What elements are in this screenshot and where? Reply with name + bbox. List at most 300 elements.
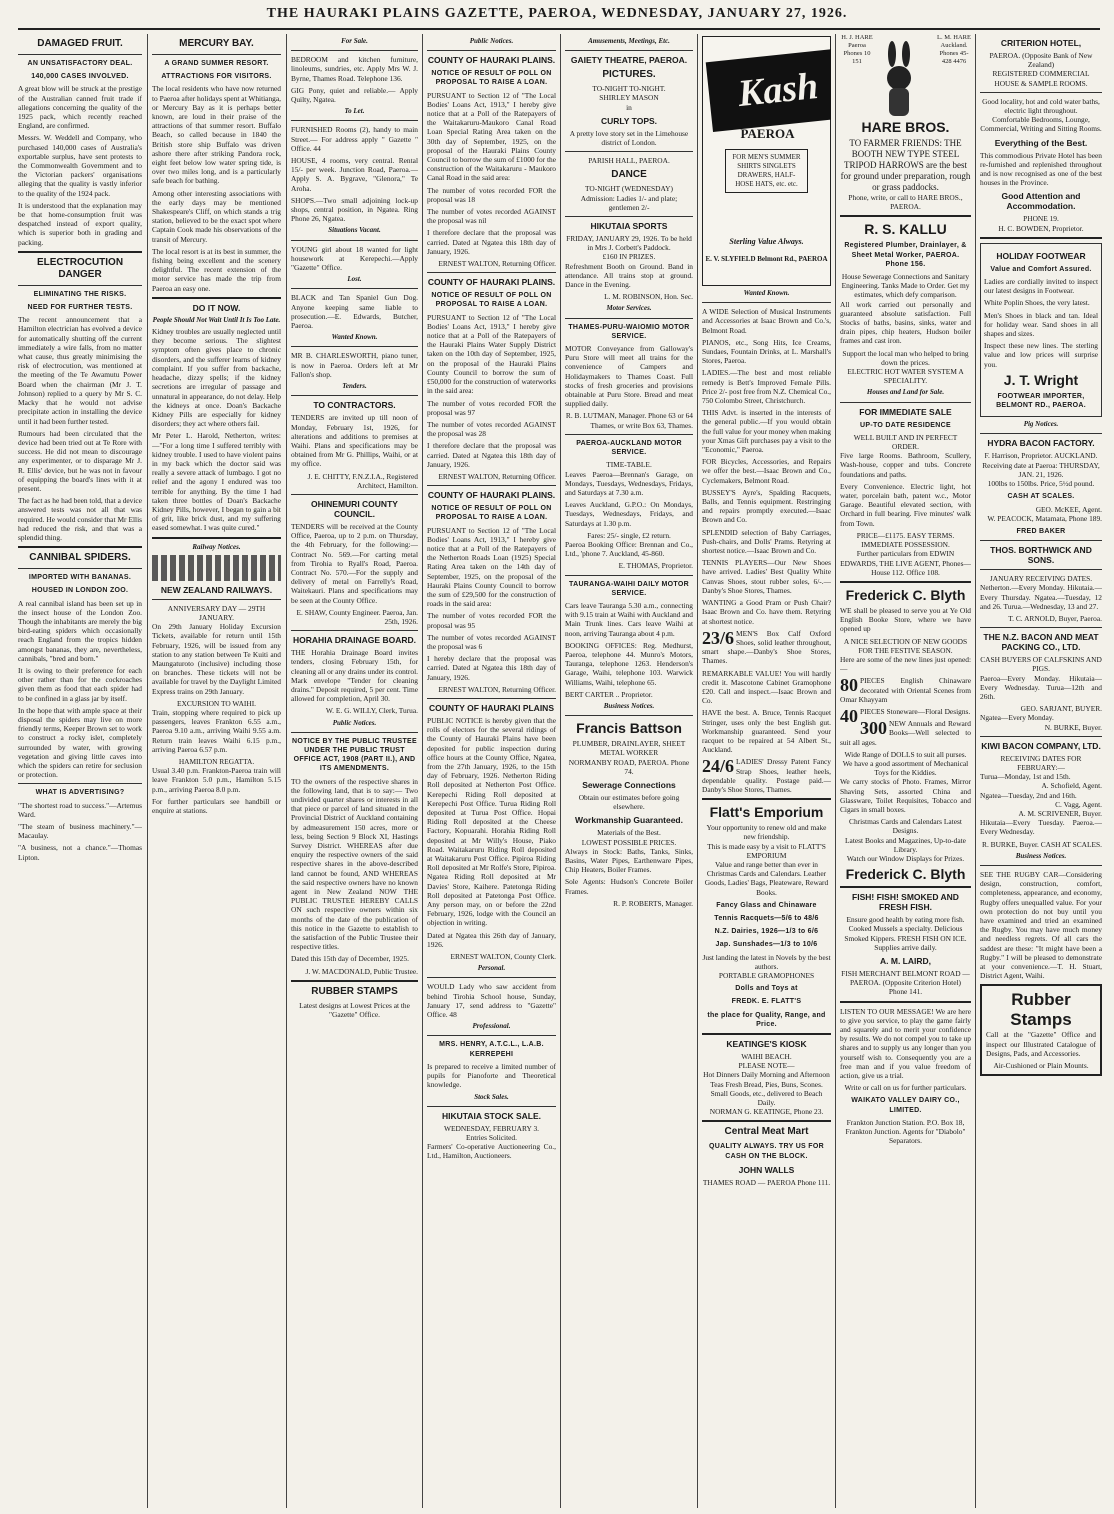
ad-headline: PAEROA-AUCKLAND MOTOR SERVICE.	[576, 439, 682, 457]
classified-ad: GIG Pony, quiet and reliable.— Apply Quilty, Ngatea.	[291, 85, 418, 105]
ad-line: Entries Solicited.	[466, 1132, 517, 1142]
ad-paragraph: Usual 3.40 p.m. Frankton-Paeroa train will leave Frankton 5.0 p.m., Hamilton 5.15 p.m., arriving Paeroa 8.0 p.m.	[152, 766, 281, 794]
classified-ad: TO the owners of the respective shares in the following land, that is to say:— Two undivided quarter shares or interests in all that piece or parcel of land situated in the Provincial District of Auckland containing by admeasurement 150 acres, more or less, being Section 9 Block XI, Hastings Survey District. WHEREAS after due enquiry the respective owners of the said respective shares in the above-described land cannot be found, AND WHEREAS the said respective owners have no known agent in New Zealand NOW THE PUBLIC TRUSTEE HEREBY CALLS ON such respective owners within six months of the date of the publication of this notice in the Gazette to establish to the satisfaction of the Public Trustee their respective titles.	[291, 776, 418, 952]
ad-line: £160 IN PRIZES.	[602, 252, 656, 262]
ad-line: SHIRLEY MASON	[599, 93, 659, 103]
classified-ad: FOR Bicycles, Accessories, and Repairs we offer the best.—Isaac Brown and Co., Cyclemakers, Belmont Road.	[702, 457, 831, 485]
article-subhead: People Should Not Wait Until It Is Too Late.	[152, 315, 281, 324]
ad-line: T. C. ARNOLD, Buyer, Paeroa.	[1008, 613, 1102, 623]
column-divider	[286, 34, 287, 1508]
article-headline: WHAT IS ADVERTISING?	[35, 789, 125, 797]
ad-line: Frankton Junction Station. P.O. Box 18, Frankton Junction. Agents for "Diabolo" Separators.	[845, 1117, 966, 1146]
ad-paragraph: Here are some of the new lines just opened:—	[840, 654, 971, 674]
ad-line: Materials of the Best.	[597, 828, 661, 838]
ad-line: Fares: 25/- single, £2 return.	[587, 530, 671, 540]
ad-line: R. BURKE, Buyer. CASH AT SCALES.	[982, 839, 1102, 849]
ad-paragraph: PIECES Stoneware—Floral Designs.	[860, 706, 971, 716]
article-subhead: ELIMINATING THE RISKS.	[33, 290, 127, 298]
ad-paragraph: Leaves Auckland, G.P.O.: On Mondays, Tuesdays, Wednesdays, Fridays, and Saturdays at 1.30 p.m.	[565, 500, 693, 528]
ad-line: Phone, write, or call to HARE BROS., PAEROA.	[848, 193, 963, 212]
ad-line: Registered Plumber, Drainlayer, & Sheet Metal Worker, PAEROA. Phone 156.	[844, 242, 967, 268]
column-divider	[422, 34, 423, 1508]
ad-line: Small Goods, etc., delivered to Beach Daily.	[710, 1088, 823, 1108]
ad-line: ELECTRIC HOT WATER SYSTEM A SPECIALITY.	[847, 367, 964, 386]
section-label: Railway Notices.	[192, 542, 241, 551]
column-divider	[560, 34, 561, 1508]
article-headline: MERCURY BAY.	[179, 38, 254, 49]
quantity-figure: 40	[840, 705, 858, 726]
ad-line: Good locality, hot and cold water baths, electric light throughout.	[982, 96, 1100, 116]
ad-line: PLEASE NOTE—	[738, 1061, 795, 1071]
kash-slogan: Sterling Value Always.	[729, 237, 804, 246]
ad-line: Ensure good health by eating more fish.	[846, 915, 965, 925]
notice-text: PURSUANT to Section 12 of "The Local Bodies' Loans Act, 1913," I hereby give notice that at a Poll of the Ratepayers of the Netherton Roads Loan (1925) Special Rating Area taken on the 14th day of September, 1925, on the proposal of the Hauraki Plains County Council to borrow the sum of £29,500 for the construction of roads in the said area:	[427, 525, 556, 609]
ad-line: Latest Books and Magazines, Up-to-date Library.	[845, 835, 966, 854]
ad-paragraph: Every Convenience. Electric light, hot water, porcelain bath, patent w.c., Motor Garage. Beautiful elevated section, with Orchard in full bearing. Five minutes' walk from Town.	[840, 481, 971, 528]
ad-paragraph: Netherton.—Every Monday. Hikutaia.—Every Thursday. Ngatea.—Tuesday, 12 and 26. Turua.—Wednesday, 13 and 27.	[980, 583, 1102, 611]
train-illustration	[152, 555, 281, 581]
ad-line: Latest designs at Lowest Prices at the "Gazette" Office.	[299, 1000, 410, 1020]
kash-city: PAEROA	[740, 126, 795, 141]
ad-line: HAMILTON REGATTA.	[178, 757, 255, 766]
column-1	[18, 34, 142, 1508]
notice-text: PUBLIC NOTICE is hereby given that the rolls of electors for the several ridings of the County of Hauraki Plains have been deposited for public inspection during office hours at the County Office, Ngatea, from the 27th January, 1926, to the 15th day of February, 1926. Netherton Riding Roll deposited at Netherton Post Office. Kerepechi Riding Roll deposited at Kerepechi Post Office. Turua Riding Roll deposited at Turua Post Office. Hopai Riding Roll deposited at the Cheese Factory, Kopuarahi. Horahia Riding Roll deposited at Mr Willy's House, Piako Road. Waitakaruru Riding Roll deposited at Waitakaruru Post Office. Pipiroa Riding Roll deposited at Mr Rolfe's Store, Pipiroa. Ngatea Riding Roll deposited at Mr Davies' Store, Kaihere. Patetonga Riding Roll deposited at Patetonga Post Office. Any person may, on or before the 22nd February, 1926, lodge with the Council an objection in writing.	[427, 715, 556, 928]
ad-line: Value and range better than ever in Christmas Cards and Calendars. Leather Goods, Ladies' Bags, Pleateware, Reward Books.	[704, 859, 829, 897]
ad-paragraph: Inspect these new lines. The sterling value and low prices will surprise you.	[984, 341, 1098, 369]
notice-text: I therefore declare that the proposal was carried. Dated at Ngatea this 18th day of January, 1926.	[427, 441, 556, 469]
notice-subhead: NOTICE OF RESULT OF POLL ON PROPOSAL TO RAISE A LOAN.	[431, 292, 552, 309]
signature: R. B. LUTMAN, Manager. Phone 63 or 64 Thames, or write Box 63, Thames.	[565, 411, 693, 430]
classified-ad: SPLENDID selection of Baby Carriages, Push-chairs, and Dolls' Prams. Retyring at shortest notice.—Isaac Brown and Co.	[702, 527, 831, 556]
ad-paragraph: Always in Stock: Baths, Tanks, Sinks, Basins, Water Pipes, Earthenware Pipes, Chip Heaters, Boiler Frames.	[565, 846, 693, 875]
ad-headline: NEW ZEALAND RAILWAYS.	[160, 584, 273, 595]
ad-headline: KEATINGE'S KIOSK	[726, 1039, 807, 1050]
ad-line: Hot Dinners Daily Morning and Afternoon Teas Fresh Bread, Pies, Buns, Scones.	[703, 1070, 830, 1089]
ad-line: PAEROA. (Opposite Bank of New Zealand)	[989, 51, 1093, 70]
ad-line: Your opportunity to renew old and make new friendship.	[706, 823, 827, 842]
article-subhead: HOUSED IN LONDON ZOO.	[31, 587, 129, 595]
column-7	[840, 34, 971, 1508]
ad-headline: FISH! FISH! SMOKED AND FRESH FISH.	[852, 892, 959, 913]
ad-headline: HYDRA BACON FACTORY.	[987, 438, 1095, 449]
ad-headline: Workmanship Guaranteed.	[574, 815, 683, 826]
ad-headline: Rubber Stamps	[1010, 990, 1072, 1030]
ad-line: WAIHI BEACH.	[741, 1052, 792, 1062]
article-headline: DAMAGED FRUIT.	[37, 38, 123, 49]
ad-headline: OHINEMURI COUNTY COUNCIL.	[311, 498, 398, 519]
ad-line: Christmas Cards and Calendars Latest Designs.	[849, 817, 962, 836]
ad-headline: MRS. HENRY, A.T.C.L., L.A.B. KERREPEHI	[439, 1041, 544, 1058]
ad-line: 100lbs to 150lbs. Price, 5½d pound.	[987, 479, 1095, 489]
classified-ad: TENDERS will be received at the County Office, Paeroa, up to 2 p.m. on Thursday, the 4th February, for the following:— Contract No. 569.—For carting metal from Tirohia to Ryall's Road, Paeroa. Contract No. 570.—For the supply and delivery of metal on Farrelly's Road, Waitekauri. Plans and specifications may be seen at the County Office.	[291, 521, 418, 605]
ad-line: Watch our Window Displays for Prizes.	[846, 853, 965, 863]
section-label: Stock Sales.	[474, 1092, 509, 1101]
ad-line: A pretty love story set in the Limehouse district of London.	[569, 128, 689, 148]
kash-logo: Kash	[706, 48, 831, 132]
ad-line: H. C. BOWDEN, Proprietor.	[998, 223, 1084, 233]
ad-headline: FOR IMMEDIATE SALE	[859, 406, 952, 417]
rubber-stamps-ad	[980, 984, 1102, 1076]
ad-line: in	[626, 102, 632, 112]
ad-paragraph: Train, stopping where required to pick up passengers, leaves Frankton 6.55 a.m., Paeroa 9.10 a.m., arriving Waihi 9.55 a.m. Return train leaves Waihi 6.15 p.m., arriving Paeroa 6.57 p.m.	[152, 707, 281, 754]
ad-line: WAIKATO VALLEY DAIRY CO., LIMITED.	[851, 1097, 960, 1114]
section-label: Business Notices.	[603, 701, 655, 710]
ad-headline: Sewerage Connections	[582, 779, 676, 790]
ad-line: THAMES ROAD — PAEROA Phone 111.	[702, 1177, 831, 1187]
notice-vote: The number of votes recorded AGAINST the proposal was 6	[427, 632, 556, 651]
notice-vote: The number of votes recorded FOR the proposal was 18	[427, 185, 556, 204]
ad-paragraph: All work carried out personally and guaranteed absolute satisfaction. Full Stocks of baths, basins, sinks, water and drain pipes, chip heaters, Hudson boiler frames and cast iron.	[840, 299, 971, 346]
notice-headline: COUNTY OF HAURAKI PLAINS.	[427, 55, 556, 66]
ad-paragraph: Cars leave Tauranga 5.30 a.m., connecting with 9.15 train at Waihi with Auckland and Main Trunk lines. Cars leave Waihi at noon, arriving Tauranga about 4 p.m.	[565, 600, 693, 638]
ad-line: Admission: Ladies 1/- and plate; gentlemen 2/-	[580, 193, 678, 212]
ad-headline: GAIETY THEATRE, PAEROA.	[570, 55, 688, 66]
ad-line: TO FARMER FRIENDS: THE BOOTH NEW TYPE STEEL TRIPOD HARROWS are the best for ground under preparation, rough or grass paddocks.	[840, 138, 971, 192]
holiday-footwear-ad	[980, 243, 1102, 417]
notice-vote: The number of votes recorded AGAINST the proposal was 28	[427, 419, 556, 439]
column-2	[152, 34, 281, 1508]
ad-line: Jap. Sunshades—1/3 to 10/6	[715, 941, 818, 949]
column-3	[291, 34, 418, 1508]
quote: "A business, not a chance."—Thomas Lipton.	[18, 843, 142, 862]
notice-text: I therefore declare that the proposal was carried. Dated at Ngatea this 18th day of January, 1926.	[427, 228, 556, 256]
signature: E. SHAW, County Engineer. Paeroa, Jan. 25th, 1926.	[296, 607, 418, 626]
notice-subhead: NOTICE OF RESULT OF POLL ON PROPOSAL TO RAISE A LOAN.	[431, 505, 552, 522]
ad-line: We have a good assortment of Mechanical Toys for the Kiddies.	[842, 758, 969, 778]
section-label: Wanted Known.	[331, 333, 378, 342]
price-figure: 23/6	[702, 627, 735, 648]
article-paragraph: The local residents who have now returned to Paeroa after holidays spent at Whitianga, or Mercury Bay as it is perhaps better known, are loud in their praise of the attractions of that summer resort. Buffalo Beach, so called because in 1840 the British store ship Buffalo was driven ashore there after striking Pandora rock, eight feet below low water spring tide, is over two miles long, and is a particularly safe beach for bathing.	[152, 84, 281, 186]
section-label: Situations Vacant.	[328, 226, 381, 235]
ad-headline: CRITERION HOTEL,	[1000, 38, 1082, 48]
classified-ad: A WIDE Selection of Musical Instruments and Accessories at Isaac Brown and Co.'s, Belmont Road.	[702, 307, 831, 335]
ad-line: REGISTERED COMMERCIAL HOUSE & SAMPLE ROOMS.	[992, 69, 1090, 88]
section-label: Houses and Land for Sale.	[866, 388, 945, 397]
ad-line: House Sewerage Connections and Sanitary Engineering. Tanks Made to Order. Get my estimates, which defy comparison.	[841, 272, 970, 300]
signature: J. E. CHITTY, F.N.Z.I.A., Registered Architect, Hamilton.	[307, 471, 418, 490]
ad-line: Obtain our estimates before going elsewhere.	[578, 792, 680, 812]
classified-ad: HOUSE, 4 rooms, very central. Rental 15/- per week. Junction Road, Paeroa.—Apply S. A. Bygrave, "Glenora," Te Aroha.	[291, 156, 418, 193]
article-paragraph: It is understood that the explanation may be that home-consumption fruit was despatched instead of export quality, which is superior both in grading and packing.	[18, 200, 142, 247]
article-paragraph: In the hope that with ample space at their disposal the spiders may live on more friendly terms, Keeper Brown set to work to construct a rocky islet, completely surrounded by water, with growing vegetation and giving little caves into which the spiders can retire for seclusion or protection.	[18, 705, 142, 780]
kash-product-list: FOR MEN'S SUMMER SHIRTS SINGLETS DRAWERS, HALF-HOSE HATS, etc. etc.	[725, 149, 808, 193]
ad-paragraph: WE shall be pleased to serve you at Ye Old English Booke Store, where we have opened up	[840, 605, 971, 634]
ad-paragraph: Paeroa—Every Monday. Hikutaia—Every Wednesday. Turua—12th and 26th.	[980, 673, 1102, 701]
signature: ERNEST WALTON, Returning Officer.	[438, 259, 556, 269]
classified-ad: PIANOS, etc., Song Hits, Ice Creams, Sundaes, Fountain Drinks, at L. Marshall's Stores, Paeroa.	[702, 337, 831, 366]
ad-headline: Francis Battson	[576, 720, 682, 737]
notice-vote: The number of votes recorded FOR the proposal was 95	[427, 611, 556, 630]
ad-line: Good Attention and Accommodation.	[1001, 191, 1081, 212]
classified-ad: HAVE the best. A. Bruce, Tennis Racquet Stringer, uses only the best English gut. Workmanship guaranteed. Send your racquet to be repaired at 54 Albert St., Auckland.	[702, 708, 831, 755]
ad-paragraph: Call at the "Gazette" Office and inspect our Illustrated Catalogue of Designs, Pads, and Accessories.	[986, 1030, 1096, 1058]
ad-line: Air-Cushioned or Plain Mounts.	[993, 1061, 1089, 1071]
classified-ad: LADIES.—The best and most reliable remedy is Bett's Improved Female Pills. Price 2/- post free from N.Z. Chemical Co., 750 Colombo Street, Christchurch.	[702, 368, 831, 406]
classified-ad: REMARKABLE VALUE! You will hardly credit it. Mascotone Cabinet Gramophone £20. Call and inspect.—Isaac Brown and Co.	[702, 668, 831, 706]
masthead: THE HAURAKI PLAINS GAZETTE, PAEROA, WEDNESDAY, JANUARY 27, 1926.	[266, 6, 848, 21]
article-subhead: AN UNSATISFACTORY DEAL.	[27, 60, 133, 67]
ad-headline: THOS. BORTHWICK AND SONS.	[990, 545, 1092, 566]
ad-line: FRIDAY, JANUARY 29, 1926. To be held in Mrs J. Corbett's Paddock.	[566, 234, 692, 253]
article-subhead: IMPORTED WITH BANANAS.	[28, 574, 132, 582]
ad-line: TO-NIGHT TO-NIGHT.	[592, 84, 666, 94]
quantity-figure: 80	[840, 675, 858, 696]
ad-headline: HORAHIA DRAINAGE BOARD.	[293, 635, 416, 646]
ad-line: N. BURKE, Buyer.	[1044, 722, 1102, 732]
ad-line: Support the local man who helped to bring down the prices.	[842, 348, 969, 367]
ad-line: CASH BUYERS OF CALFSKINS AND PIGS.	[980, 655, 1102, 674]
ad-paragraph: Ladies are cordially invited to inspect our latest designs in Footwear.	[984, 277, 1098, 296]
article-paragraph: It is owing to their preference for each other rather than for the cockroaches given them as food that each spider had to be confined in a glass jar by itself.	[18, 665, 142, 703]
notice-vote: The number of votes recorded AGAINST the proposal was nil	[427, 207, 556, 226]
article-paragraph: The recent announcement that a Hamilton electrician has evolved a device for automatically shutting off the current immediately a wire falls, from no matter what cause, thus greatly minimising the risk of electrocution, was mentioned at the meeting of the Te Awamutu Power Board when the chairman (Mr J. T. Johnson) replied to a query by Mr S. C. Macky that he would not advise precipitate action in installing the device until it had been further tested.	[18, 315, 142, 426]
classified-ad: Is prepared to receive a limited number of pupils for Pianoforte and Theoretical knowledge.	[427, 1061, 556, 1090]
article-paragraph: Rumours had been circulated that the device had been tried out at Te Rore with success. He did not mean to discourage any experimenter, or to disparage Mr J. R. Ellis' device, but he was not in favour of equipping the board's lines with it at present.	[18, 428, 142, 493]
ad-paragraph: We carry stocks of Photo. Frames, Mirror Shaving Sets, assorted China and Glassware, Toilet Requisites, Tobacco and Cigars in small boxes.	[840, 777, 971, 814]
ad-headline: NOTICE BY THE PUBLIC TRUSTEE UNDER THE PUBLIC TRUST OFFICE ACT, 1908 (PART II.), AND ITS AMENDMENTS.	[292, 737, 417, 773]
ad-line: A. M. SCRIVENER, Buyer.	[1018, 808, 1102, 818]
ad-headline: Frederick C. Blyth	[845, 866, 966, 883]
quote: "The steam of business machinery."—Macaulay.	[18, 822, 142, 841]
ad-headline: HARE BROS.	[861, 119, 950, 135]
ad-line: PLUMBER, DRAINLAYER, SHEET METAL WORKER	[572, 739, 686, 758]
ad-line: Value and Comfort Assured.	[990, 265, 1092, 273]
ad-line: A. M. LAIRD,	[880, 956, 931, 966]
section-label: Motor Services.	[606, 304, 652, 313]
ad-line: PHONE 19.	[1023, 214, 1059, 224]
column-4	[427, 34, 556, 1508]
article-headline: CANNIBAL SPIDERS.	[29, 552, 131, 564]
ad-paragraph: BOOKING OFFICES: Reg. Medhurst, Paeroa, telephone 44. Munro's Motors, Tauranga, telephone 1263. Henderson's Garage, Waihi, telephone 103. Warwick Williams, Waihi, telephone 65.	[565, 640, 693, 687]
article-subhead: A GRAND SUMMER RESORT.	[164, 60, 269, 67]
section-label: Lost.	[347, 275, 362, 284]
ad-line: JOHN WALLS	[738, 1164, 795, 1175]
classified-ad: YOUNG girl about 18 wanted for light housework at Kerepechi.—Apply "Gazette" Office.	[291, 244, 418, 273]
column-divider	[975, 34, 976, 1508]
ad-headline: Flatt's Emporium	[709, 804, 824, 821]
article-paragraph: Kidney troubles are usually neglected until they become serious. The slightest symptom often gives place to chronic disorders, and the sufferer learns of kidney complaint. If you suffer from backache, headache, dizzy spells; if the kidney secretions are irregular of passage and unnatural in appearance, do not delay. Help the kidneys at once. Doan's Backache Kidney Pills are especially for kidney disorders; they act where others fail.	[152, 327, 281, 429]
ad-line: Ngatea—Every Monday.	[980, 713, 1054, 723]
ad-line: WEDNESDAY, FEBRUARY 3.	[444, 1123, 539, 1133]
ad-headline: J. T. Wright	[1003, 371, 1079, 388]
article-paragraph: The fact as he had been told, that a device answered tests was not all that was required. He would consider that Mr Ellis had reduced the risk, and that was a splendid thing.	[18, 496, 142, 542]
notice-headline: COUNTY OF HAURAKI PLAINS	[429, 702, 554, 713]
ad-line: W. PEACOCK, Matamata, Phone 189.	[987, 513, 1102, 523]
article-subhead: 140,000 CASES INVOLVED.	[31, 73, 129, 81]
ad-headline: TAURANGA-WAIHI DAILY MOTOR SERVICE.	[569, 580, 689, 597]
ad-paragraph: NEW Annuals and Reward Books—Well selected to suit all ages.	[840, 719, 971, 747]
ad-line: A. Schofield, Agent.	[1041, 781, 1102, 791]
ad-line: Further particulars from EDWIN EDWARDS, THE LIVE AGENT, Phones—House 112. Office 108.	[840, 549, 971, 577]
ad-line: CASH AT SCALES.	[1007, 493, 1075, 501]
hare-bros-header	[840, 34, 971, 116]
column-divider	[697, 34, 698, 1508]
ad-paragraph: PIECES English Chinaware decorated with Oriental Scenes from Omar Khayyam	[840, 676, 971, 704]
classified-ad: WOULD Lady who saw accident from behind Tirohia School house, Sunday, January 17, send address to "Gazette" Office. 48	[427, 982, 556, 1020]
ad-line: GEO. McKEE, Agent.	[1035, 504, 1102, 514]
ad-paragraph: SEE THE RUGBY CAR—Considering design, construction, comfort, completeness, appearance, and economy, Rugby offers unequalled value. For your own protection do not buy until you have examined and tried an examined the Rugby. You may have much money and needless regrets. Of all cars the saddest are these: "It might have been a Rugby." I will be pleased to demonstrate at your convenience.—T. H. Stuart, District Agent, Waihi.	[980, 869, 1102, 981]
ad-headline: Central Meat Mart	[724, 1126, 809, 1138]
article-paragraph: Messrs. W. Weddell and Company, who purchased 140,000 cases of Australia's exportable surplus, have sent protests to the Commonwealth Government and to the Victorian packers' organisations alleging that the quality is vastly inferior to the quality of the 1924 pack.	[18, 133, 142, 198]
ad-paragraph: Sole Agents: Hudson's Concrete Boiler Frames.	[565, 877, 693, 896]
section-label: Business Notices.	[1015, 851, 1067, 860]
ad-paragraph: White Poplin Shoes, the very latest.	[984, 298, 1090, 308]
signature: E. THOMAS, Proprietor.	[618, 561, 693, 571]
ad-paragraph: This commodious Private Hotel has been re-furnished and replenished throughout and is now recognised as one of the best houses in the Province.	[980, 150, 1102, 188]
ad-headline: HOLIDAY FOOTWEAR	[996, 250, 1086, 261]
notice-vote: The number of votes recorded FOR the proposal was 97	[427, 398, 556, 417]
ad-line: Ngatea—Tuesday, 2nd and 16th.	[980, 790, 1077, 800]
classified-ad: FURNISHED Rooms (2), handy to main Street.— For address apply " Gazette " Office. 44	[291, 125, 418, 153]
classified-ad: TENDERS are invited up till noon of Monday, February 1st, 1926, for alterations and additions to premises at Waihi. Plans and specifications may be obtained from Mr G. Phillips, Waihi, or at my office.	[291, 413, 418, 469]
ad-line: NORMAN G. KEATINGE, Phone 23.	[709, 1107, 824, 1117]
column-8	[980, 34, 1102, 1508]
ad-line: the place for Quality, Range, and Price.	[707, 1011, 826, 1028]
ad-line: PRICE—£1175. EASY TERMS.	[856, 530, 955, 540]
ad-line: QUALITY ALWAYS. TRY US FOR CASH ON THE BLOCK.	[709, 1143, 824, 1160]
ad-line: Cooked Mussels a specialty. Delicious Smoked Kippers. FRESH FISH ON ICE. Supplies arrive daily.	[844, 924, 967, 952]
article-subhead: ATTRACTIONS FOR VISITORS.	[161, 73, 272, 81]
classified-ad: MEN'S Box Calf Oxford Shoes, solid leather throughout, smart shape.—Danby's Shoe Stores, Thames.	[702, 628, 831, 666]
section-label: To Let.	[344, 107, 365, 116]
ad-line: A NICE SELECTION OF NEW GOODS FOR THE FESTIVE SEASON.	[843, 636, 968, 655]
classified-ad: BEDROOM and kitchen furniture, linoleums, sundries, etc. Apply Mrs W. J. Byrne, Thames Road. Telephone 136.	[291, 55, 418, 83]
classified-ad: THIS Advt. is inserted in the interests of the general public.—If you would obtain the full value for your money when making your Xmas Gift purchases pay a visit to the "Economic," Paeroa.	[702, 408, 831, 455]
classified-ad: SHOPS.—Two small adjoining lock-up shops, central position, in Ngatea. Ring Phone 26, Ngatea.	[291, 195, 418, 224]
ad-paragraph: Refreshment Booth on Ground. Band in attendance. All trains stop at ground. Dance in the Evening.	[565, 261, 693, 290]
classified-ad: THE Horahia Drainage Board invites tenders, closing February 15th, for cleaning all or any drains under its control. Mark envelope "Tender for cleaning drains." Deposit required, 5 per cent. Time allowed for completion, April 30.	[291, 648, 418, 704]
ad-line: IMMEDIATE POSSESSION.	[861, 540, 950, 550]
ad-line: Comfortable Bedrooms, Lounge, Commercial, Writing and Sitting Rooms.	[980, 115, 1102, 134]
ad-paragraph: On 29th January Holiday Excursion Tickets, available for return until 15th February, 1926, will be issued from any station to any station between Te Kuiti and Maungaturoto (inclusive) including those on branches. These tickets will not be available for travel by the Daylight Limited Express trains on 29th January.	[152, 622, 281, 696]
ad-line: EXCURSION TO WAIHI.	[176, 698, 257, 708]
ad-line: Turua—Monday, 1st and 15th.	[980, 772, 1071, 782]
ad-line: WELL BUILT AND IN PERFECT ORDER.	[853, 432, 958, 452]
ad-paragraph: Five large Rooms. Bathroom, Scullery, Wash-house, copper and tubs. Concrete foundations and paths.	[840, 451, 971, 479]
column-divider	[835, 34, 836, 1508]
ad-paragraph: Men's Shoes in black and tan. Ideal for holiday wear. Sand shoes in all shapes and sizes.	[984, 310, 1098, 339]
notice-headline: COUNTY OF HAURAKI PLAINS.	[427, 277, 556, 288]
ad-paragraph: Farmers' Co-operative Auctioneering Co., Ltd., Hamilton, Auctioneers.	[427, 1142, 556, 1161]
ad-line: Dolls and Toys at	[735, 985, 798, 993]
signature: W. E. G. WILLY, Clerk, Turua.	[325, 706, 418, 716]
ad-line: FISH MERCHANT BELMONT ROAD — PAEROA. (Opposite Criterion Hotel) Phone 141.	[841, 969, 970, 997]
article-paragraph: Among other interesting associations with the early days may be mentioned Shakespeare's Cliff, on which stands a trig station, believed to be the exact spot where Captain Cook made his observations of the transit of Mercury.	[152, 188, 281, 244]
ad-line: ANNIVERSARY DAY — 29TH JANUARY.	[167, 603, 266, 622]
classified-ad: BUSSEY'S Ayre's, Spalding Racquets, Balls, and Tennis equipment. Restringing and repairs promptly executed.—Isaac Brown and Co.	[702, 487, 831, 525]
ad-headline: RUBBER STAMPS	[311, 985, 398, 997]
ad-line: FREDK. E. FLATT'S	[731, 998, 802, 1006]
ad-paragraph: MOTOR Conveyance from Galloway's Puru Store will meet all trains for the convenience of Campers and Holidaymakers to Thames Coast. Full stocks of fresh groceries and provisions obtainable at Puru Store. Bread and meat supplied daily.	[565, 344, 693, 409]
section-label: Amusements, Meetings, Etc.	[588, 37, 670, 45]
ad-line: TIME-TABLE.	[606, 460, 652, 470]
ad-headline: KIWI BACON COMPANY, LTD.	[981, 740, 1101, 751]
article-paragraph: Mr Peter L. Harold, Netherton, writes:—"For a long time I suffered terribly with kidney trouble. I used to have violent pains in my back which the doctor said was really a severe attack of lumbago. I got no relief and the agony I endured was too terrible for anything. By the time I had taken three bottles of Doan's Backache Kidney Pills, however, I began to gain a bit of grit, like brick dust, and my suffering eased somewhat. I was quite cured."	[152, 431, 281, 533]
signature: L. M. ROBINSON, Hon. Sec.	[604, 292, 693, 302]
section-label: For Sale.	[341, 37, 368, 45]
notice-text: PURSUANT to Section 12 of "The Local Bodies' Loans Act, 1913," I hereby give notice that at a Poll of the Ratepayers of the Waitakaruru-Maukoro Canal Road Loan Special Rating Area taken on the 30th day of September, 1925, on the proposal of the Hauraki Plains County Council to borrow the sum of £1000 for the construction of the Waitakaruru - Maukoro Canal Road in the said area:	[427, 90, 556, 183]
column-6	[702, 34, 831, 1508]
ad-headline: THE N.Z. BACON AND MEAT PACKING CO., LTD.	[983, 632, 1099, 653]
rabbit-icon	[876, 40, 922, 120]
price-figure: 24/6	[702, 756, 735, 777]
article-paragraph: The local resort is at its best in summer, the fishing being excellent and the scenery delightful. The recent extension of the motor service has made the trip from Paeroa an easy one.	[152, 246, 281, 293]
ad-line: Just landing the latest in Novels by the best authors.	[702, 952, 831, 971]
signature: ERNEST WALTON, Returning Officer.	[438, 684, 556, 694]
ad-line: RECEIVING DATES FOR FEBRUARY:—	[1000, 753, 1082, 772]
signature: ERNEST WALTON, County Clerk.	[450, 952, 556, 962]
ad-paragraph: Leaves Paeroa—Brennan's Garage, on Mondays, Tuesdays, Wednesdays, Fridays, and Saturdays at 7.30 a.m.	[565, 469, 693, 497]
hare-left-contact: H. J. HARE Paeroa Phones 10 151	[841, 34, 873, 65]
ad-line: LOWEST POSSIBLE PRICES.	[581, 837, 677, 847]
ad-line: F. Harrison, Proprietor. AUCKLAND.	[984, 451, 1098, 461]
signature: ERNEST WALTON, Returning Officer.	[438, 471, 556, 481]
date-line: Dated this 15th day of December, 1925.	[291, 954, 409, 964]
ad-headline: HIKUTAIA STOCK SALE.	[441, 1110, 541, 1121]
ad-line: Receiving date at Paeroa: THURSDAY, JAN. 21, 1926.	[982, 460, 1100, 479]
kash-advertisement	[702, 36, 831, 286]
article-headline: ELECTROCUTION DANGER	[36, 256, 124, 280]
ad-line: UP-TO DATE RESIDENCE	[860, 421, 951, 429]
kash-signature: E. V. SLYFIELD Belmont Rd., PAEROA	[705, 255, 828, 263]
ad-paragraph: Paeroa Booking Office: Brennan and Co., Ltd., 'phone 7. Auckland, 45-860.	[565, 539, 693, 559]
article-paragraph: A real cannibal island has been set up in the insect house of the London Zoo. Though the inhabitants are merely the big bird-eating spiders which occasionally reach England from the tropics hidden amongst bananas, they are, nevertheless, cannibals, "bred and born."	[18, 598, 142, 663]
ad-line: FRED BAKER	[1016, 527, 1066, 535]
ad-headline: R. S. KALLU	[864, 221, 947, 238]
article-paragraph: A great blow will be struck at the prestige of the Australian canned fruit trade if allegations concerning the quality of the 1925 pack, which recently reached England, are confirmed.	[18, 84, 142, 131]
ad-headline: TO CONTRACTORS.	[313, 400, 396, 411]
ad-paragraph: LISTEN TO OUR MESSAGE! We are here to give you service, to play the game fairly and squarely and to merit your confidence by results. We do not compel you to take up shares and to supply us any longer than you yourself wish to. Consequently you are a free man and if you value freedom of action, give us a trial.	[840, 1006, 971, 1081]
ad-headline: THAMES-PURU-WAIOMIO MOTOR SERVICE.	[568, 323, 690, 340]
ad-line: PORTABLE GRAMOPHONES	[718, 971, 815, 980]
ad-line: FOOTWEAR IMPORTER, BELMONT RD., PAEROA.	[996, 392, 1086, 410]
notice-text: PURSUANT to Section 12 of "The Local Bodies' Loans Act, 1913," I hereby give notice that at a Poll of the Ratepayers of the Hauraki Plains Water Supply District taken on the 10th day of September, 1925, on the proposal of the Hauraki Plains County Council to borrow the sum of £50,000 for the construction of waterworks in the said area:	[427, 312, 556, 396]
classified-ad: LADIES' Dressy Patent Fancy Strap Shoes, leather heels, dependable quality. Postage paid.—Danby's Shoe Stores, Thames.	[702, 757, 831, 794]
ad-paragraph: Hikutaia—Every Tuesday. Paeroa.—Every Wednesday.	[980, 818, 1102, 837]
ad-line: This is made easy by a visit to FLATT'S EMPORIUM	[707, 841, 826, 860]
signature: R. P. ROBERTS, Manager.	[613, 898, 693, 908]
ad-line: N.Z. Dairies, 1926—1/3 to 6/6	[714, 928, 819, 936]
column-5	[565, 34, 693, 1508]
ad-headline: HIKUTAIA SPORTS	[590, 221, 668, 232]
ad-headline: PICTURES.	[602, 69, 656, 81]
column-divider	[147, 34, 148, 1508]
hare-right-contact: L. M. HARE Auckland. Phones 45-428 4476	[937, 34, 971, 65]
ad-line: PARISH HALL, PAEROA.	[588, 156, 670, 166]
ad-line: Wide Range of DOLLS to suit all purses.	[844, 749, 967, 759]
article-subhead: NEED FOR FURTHER TESTS.	[27, 304, 133, 312]
ad-line: NORMANBY ROAD, PAEROA. Phone 74.	[568, 757, 690, 776]
section-label: Pig Notices.	[1023, 420, 1059, 429]
notice-subhead: NOTICE OF RESULT OF POLL ON PROPOSAL TO RAISE A LOAN.	[431, 70, 552, 87]
ad-line: TO-NIGHT (WEDNESDAY)	[585, 184, 673, 194]
notice-headline: COUNTY OF HAURAKI PLAINS.	[427, 490, 556, 501]
ad-headline: CURLY TOPS.	[600, 115, 658, 126]
masthead-rule	[18, 28, 1100, 30]
notice-text: I hereby declare that the proposal was carried. Dated at Ngatea this 18th day of January, 1926.	[427, 654, 556, 682]
signature: J. W. MACDONALD, Public Trustee.	[305, 966, 418, 976]
section-label: Tenders.	[342, 382, 367, 391]
ad-line: Tennis Racquets—5/6 to 48/6	[714, 914, 819, 922]
section-label: Professional.	[472, 1022, 511, 1031]
article-headline: DO IT NOW.	[192, 302, 241, 313]
quantity-figure: 300	[860, 718, 887, 739]
ad-line: Fancy Glass and Chinaware	[716, 901, 817, 909]
signature: BERT CARTER .. Proprietor.	[565, 689, 653, 699]
section-label: Personal.	[477, 964, 506, 973]
ad-paragraph: For further particulars see handbill or enquire at stations.	[152, 796, 281, 816]
classified-ad: WANTING a Good Pram or Push Chair? Isaac Brown and Co. have them. Retyring at shortest notice.	[702, 598, 831, 626]
